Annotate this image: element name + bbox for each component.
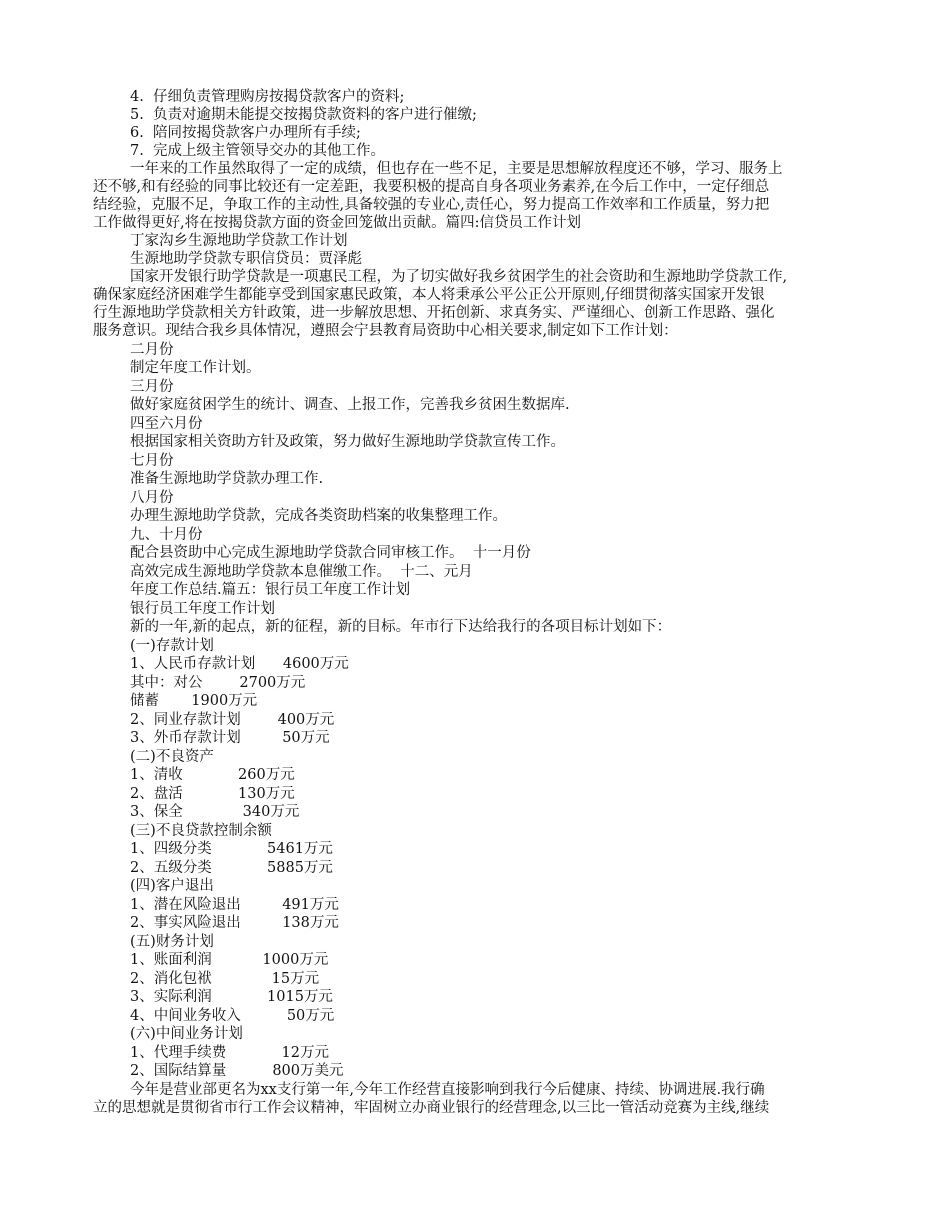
- section-title: 丁家沟乡生源地助学贷款工作计划: [130, 233, 348, 249]
- plan-item: 3、实际利润 1015万元: [130, 989, 333, 1005]
- plan-item: 2、事实风险退出 138万元: [130, 915, 339, 931]
- plan-item: 2、消化包袱 15万元: [130, 971, 320, 987]
- plan-item: 2、盘活 130万元: [130, 786, 295, 802]
- list-item-5: 5. 负责对逾期未能提交按揭贷款资料的客户进行催缴;: [130, 107, 477, 123]
- author-line: 生源地助学贷款专职信贷员：贾泽彪: [130, 251, 362, 267]
- month-heading: 二月份: [130, 342, 174, 358]
- month-task: 准备生源地助学贷款办理工作.: [130, 471, 324, 487]
- section-title: 银行员工年度工作计划: [130, 601, 275, 617]
- list-item-7: 7. 完成上级主管领导交办的其他工作。: [130, 143, 386, 159]
- paragraph-line: 确保家庭经济困难学生都能享受到国家惠民政策，本人将秉承公平公正公开原则,仔细贯彻落实国家开发银: [93, 287, 765, 303]
- paragraph-line: 一年来的工作虽然取得了一定的成绩，但也存在一些不足，主要是思想解放程度还不够，学习、服务上: [130, 161, 783, 177]
- paragraph-line: 行生源地助学贷款相关方针政策，进一步解放思想、开拓创新、求真务实、严谨细心、创新工作思路、强化: [93, 305, 775, 321]
- paragraph-line: 立的思想就是贯彻省市行工作会议精神，牢固树立办商业银行的经营理念,以三比一管活动竞赛为主线,继续: [93, 1100, 770, 1116]
- month-heading: 八月份: [130, 490, 174, 506]
- plan-item: 储蓄 1900万元: [130, 693, 258, 709]
- paragraph-line: 工作做得更好,将在按揭贷款方面的资金回笼做出贡献。篇四:信贷员工作计划: [93, 215, 581, 231]
- month-heading: 九、十月份: [130, 527, 203, 543]
- month-task: 年度工作总结.篇五：银行员工年度工作计划: [130, 582, 411, 598]
- paragraph-line: 国家开发银行助学贷款是一项惠民工程，为了切实做好我乡贫困学生的社会资助和生源地助学贷款工作,: [130, 269, 788, 285]
- plan-item: 1、四级分类 5461万元: [130, 841, 333, 857]
- month-heading: 七月份: [130, 453, 174, 469]
- plan-item: 2、国际结算量 800万美元: [130, 1063, 344, 1079]
- plan-item: 2、五级分类 5885万元: [130, 860, 333, 876]
- plan-item: 1、账面利润 1000万元: [130, 952, 329, 968]
- plan-item: 3、保全 340万元: [130, 804, 300, 820]
- month-task: 制定年度工作计划。: [130, 360, 261, 376]
- plan-item: 1、清收 260万元: [130, 767, 295, 783]
- plan-item: 2、同业存款计划 400万元: [130, 712, 335, 728]
- month-task: 办理生源地助学贷款，完成各类资助档案的收集整理工作。: [130, 508, 507, 524]
- month-task: 高效完成生源地助学贷款本息催缴工作。 十二、元月: [130, 564, 473, 580]
- paragraph-line: 服务意识。现结合我乡具体情况，遵照会宁县教育局资助中心相关要求,制定如下工作计划：: [93, 323, 678, 339]
- month-task: 做好家庭贫困学生的统计、调查、上报工作，完善我乡贫困生数据库.: [130, 397, 570, 413]
- plan-item: 3、外币存款计划 50万元: [130, 730, 330, 746]
- plan-heading: (二)不良资产: [130, 749, 214, 765]
- paragraph-line: 还不够,和有经验的同事比较还有一定差距，我要积极的提高自身各项业务素养,在今后工作中，一定仔细总: [93, 179, 770, 195]
- plan-item: 其中：对公 2700万元: [130, 675, 306, 691]
- paragraph-line: 今年是营业部更名为xx支行第一年,今年工作经营直接影响到我行今后健康、持续、协调进展.我行确: [130, 1082, 765, 1098]
- plan-item: 4、中间业务收入 50万元: [130, 1008, 335, 1024]
- plan-heading: (六)中间业务计划: [130, 1026, 243, 1042]
- month-heading: 三月份: [130, 379, 174, 395]
- plan-item: 1、人民币存款计划 4600万元: [130, 656, 349, 672]
- list-item-6: 6. 陪同按揭贷款客户办理所有手续;: [130, 125, 361, 141]
- plan-heading: (一)存款计划: [130, 638, 214, 654]
- month-task: 配合县资助中心完成生源地助学贷款合同审核工作。 十一月份: [130, 545, 531, 561]
- plan-item: 1、代理手续费 12万元: [130, 1045, 329, 1061]
- plan-heading: (三)不良贷款控制余额: [130, 823, 272, 839]
- month-task: 根据国家相关资助方针及政策，努力做好生源地助学贷款宣传工作。: [130, 434, 565, 450]
- plan-heading: (四)客户退出: [130, 878, 214, 894]
- paragraph-line: 结经验，克服不足，争取工作的主动性,具备较强的专业心,责任心，努力提高工作效率和工作质量，努力把: [93, 197, 770, 213]
- plan-item: 1、潜在风险退出 491万元: [130, 897, 339, 913]
- month-heading: 四至六月份: [130, 416, 203, 432]
- paragraph-line: 新的一年,新的起点，新的征程，新的目标。年市行下达给我行的各项目标计划如下：: [130, 619, 672, 635]
- plan-heading: (五)财务计划: [130, 934, 214, 950]
- list-item-4: 4. 仔细负责管理购房按揭贷款客户的资料;: [130, 89, 405, 105]
